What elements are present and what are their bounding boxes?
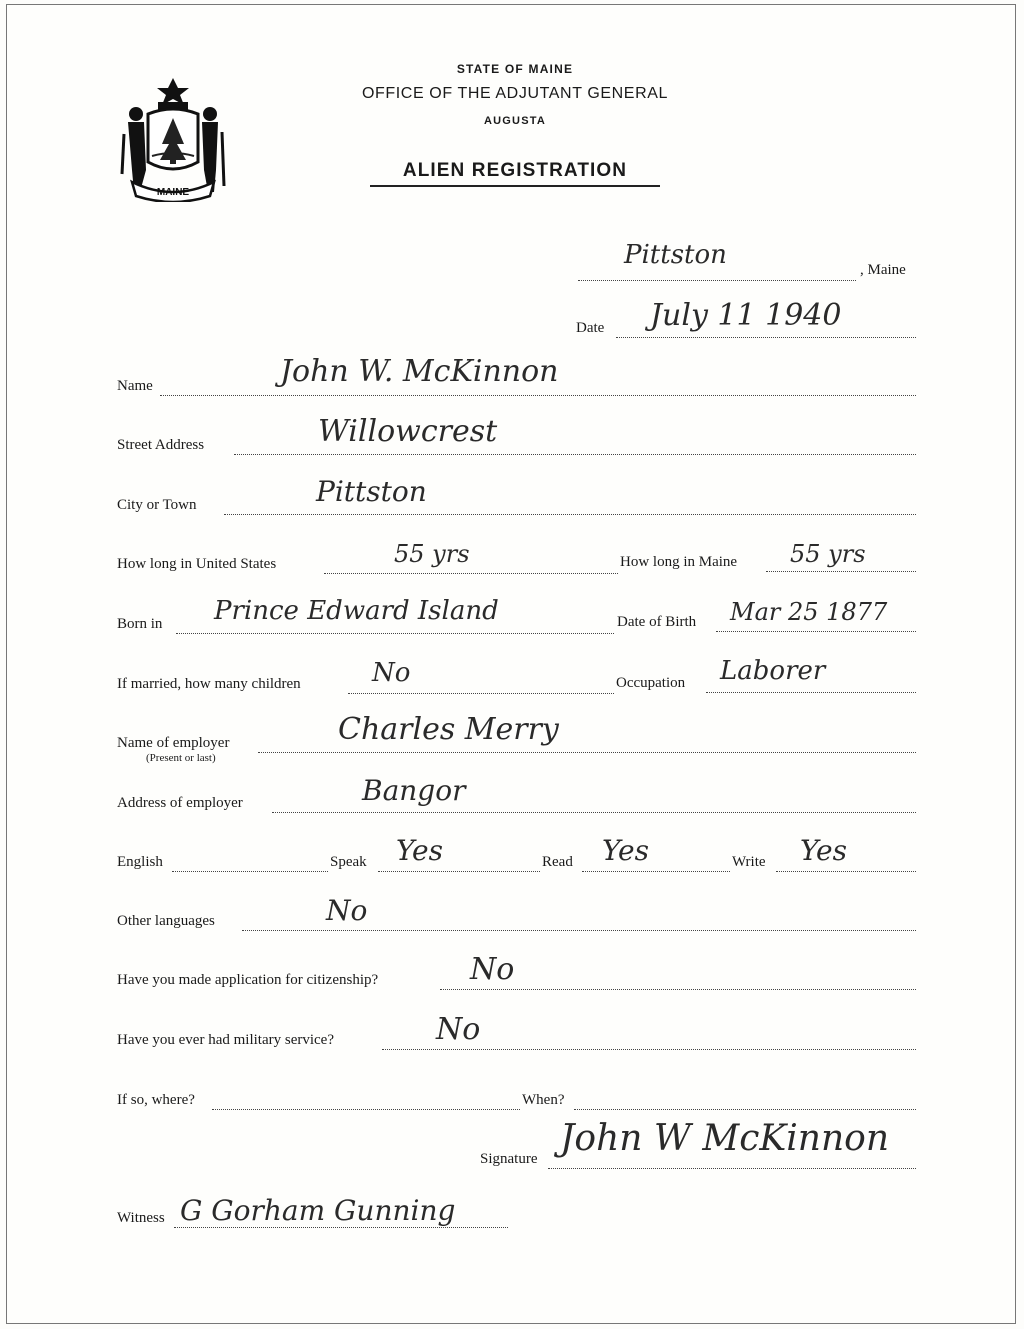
born-in-value[interactable]: Prince Edward Island (214, 596, 499, 626)
signature-value[interactable]: John W McKinnon (560, 1118, 890, 1159)
occupation-value[interactable]: Laborer (720, 656, 826, 686)
date-label: Date (576, 320, 605, 336)
town-value[interactable]: Pittston (624, 240, 727, 270)
witness-label: Witness (117, 1210, 165, 1226)
english-label: English (117, 854, 163, 870)
other-languages-label: Other languages (117, 913, 215, 929)
employer-address-value[interactable]: Bangor (362, 774, 466, 807)
citizenship-value[interactable]: No (470, 952, 515, 987)
other-languages-value[interactable]: No (326, 894, 368, 927)
when-label: When? (522, 1092, 565, 1108)
witness-value[interactable]: G Gorham Gunning (180, 1194, 456, 1227)
children-line (348, 693, 614, 694)
employer-label: Name of employer (117, 735, 230, 751)
when-line (574, 1109, 916, 1110)
street-line (234, 454, 916, 455)
name-label: Name (117, 378, 153, 394)
date-value[interactable]: July 11 1940 (650, 298, 842, 333)
children-label: If married, how many children (117, 676, 301, 692)
read-line (582, 871, 730, 872)
employer-value[interactable]: Charles Merry (338, 712, 559, 747)
date-line (616, 337, 916, 338)
read-label: Read (542, 854, 573, 870)
town-line (578, 280, 856, 281)
military-line (382, 1049, 916, 1050)
form-title: ALIEN REGISTRATION (370, 160, 660, 187)
citizenship-label: Have you made application for citizenship? (117, 972, 379, 988)
street-value[interactable]: Willowcrest (318, 414, 498, 449)
maine-label: , Maine (860, 262, 906, 278)
office-heading: OFFICE OF THE ADJUTANT GENERAL (361, 85, 669, 102)
how-long-maine-line (766, 571, 916, 572)
name-line (160, 395, 916, 396)
city-line (224, 514, 916, 515)
speak-line (378, 871, 540, 872)
how-long-maine-label: How long in Maine (620, 554, 738, 570)
other-languages-line (242, 930, 916, 931)
employer-address-label: Address of employer (117, 795, 243, 811)
speak-label: Speak (330, 854, 367, 870)
city-value[interactable]: Pittston (316, 475, 427, 508)
occupation-label: Occupation (616, 675, 686, 691)
write-label: Write (732, 854, 766, 870)
seal-banner-text: MAINE (156, 187, 190, 198)
born-in-line (176, 633, 614, 634)
city-label: City or Town (117, 497, 197, 513)
state-heading: STATE OF MAINE (456, 62, 574, 76)
children-value[interactable]: No (372, 658, 411, 688)
where-line (212, 1109, 520, 1110)
date-of-birth-line (716, 631, 916, 632)
how-long-maine-value[interactable]: 55 yrs (790, 540, 866, 568)
maine-seal-icon (118, 74, 228, 202)
occupation-line (706, 692, 916, 693)
witness-line (174, 1227, 508, 1228)
employer-address-line (272, 812, 916, 813)
date-of-birth-value[interactable]: Mar 25 1877 (730, 598, 888, 626)
military-label: Have you ever had military service? (117, 1032, 334, 1048)
how-long-us-line (324, 573, 618, 574)
write-value[interactable]: Yes (800, 834, 847, 867)
name-value[interactable]: John W. McKinnon (280, 354, 559, 389)
military-value[interactable]: No (436, 1012, 481, 1047)
city-heading: AUGUSTA (484, 115, 546, 127)
speak-value[interactable]: Yes (396, 834, 443, 867)
employer-note: (Present or last) (146, 752, 216, 764)
how-long-us-label: How long in United States (117, 556, 277, 572)
write-line (776, 871, 916, 872)
date-of-birth-label: Date of Birth (617, 614, 697, 630)
citizenship-line (440, 989, 916, 990)
where-label: If so, where? (117, 1092, 195, 1108)
how-long-us-value[interactable]: 55 yrs (394, 540, 470, 568)
born-in-label: Born in (117, 616, 163, 632)
street-label: Street Address (117, 437, 205, 453)
signature-label: Signature (480, 1151, 538, 1167)
english-line (172, 871, 328, 872)
read-value[interactable]: Yes (602, 834, 649, 867)
signature-line (548, 1168, 916, 1169)
employer-line (258, 752, 916, 753)
